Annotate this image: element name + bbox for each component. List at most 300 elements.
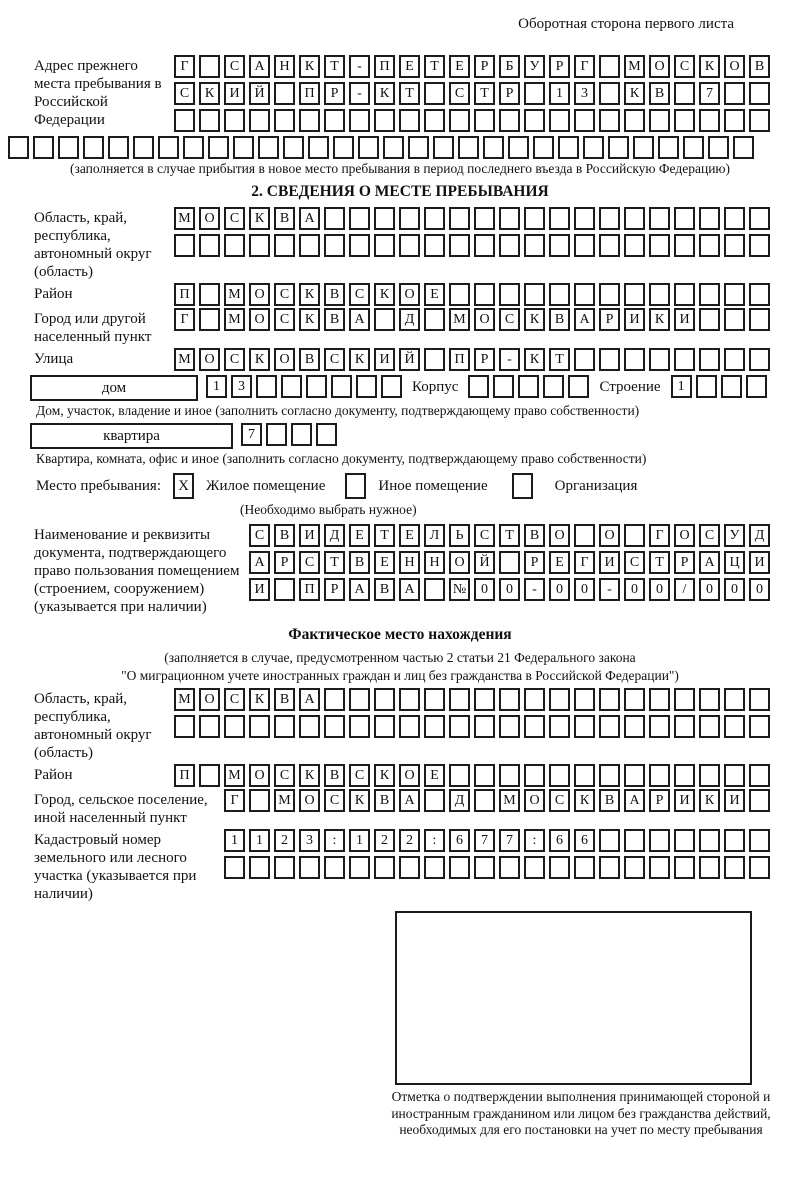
char-box[interactable]: - bbox=[524, 578, 545, 601]
char-box[interactable]: О bbox=[249, 764, 270, 787]
char-box[interactable]: О bbox=[249, 283, 270, 306]
char-box[interactable] bbox=[333, 136, 354, 159]
char-box[interactable] bbox=[724, 764, 745, 787]
char-box[interactable] bbox=[674, 688, 695, 711]
char-box[interactable]: И bbox=[674, 789, 695, 812]
char-box[interactable] bbox=[499, 688, 520, 711]
char-box[interactable] bbox=[424, 715, 445, 738]
char-box[interactable]: Д bbox=[749, 524, 770, 547]
char-box[interactable] bbox=[549, 715, 570, 738]
char-box[interactable]: О bbox=[274, 348, 295, 371]
char-box[interactable]: М bbox=[224, 764, 245, 787]
char-box[interactable]: К bbox=[299, 308, 320, 331]
char-box[interactable] bbox=[749, 234, 770, 257]
char-box[interactable]: Г bbox=[174, 55, 195, 78]
char-box[interactable] bbox=[324, 109, 345, 132]
char-box[interactable]: А bbox=[349, 308, 370, 331]
char-box[interactable]: : bbox=[324, 829, 345, 852]
char-box[interactable]: Р bbox=[324, 82, 345, 105]
char-box[interactable] bbox=[599, 348, 620, 371]
char-box[interactable] bbox=[508, 136, 529, 159]
char-box[interactable]: Б bbox=[499, 55, 520, 78]
char-box[interactable]: И bbox=[724, 789, 745, 812]
char-box[interactable]: 7 bbox=[474, 829, 495, 852]
char-box[interactable] bbox=[649, 109, 670, 132]
char-box[interactable]: 0 bbox=[724, 578, 745, 601]
char-box[interactable] bbox=[399, 688, 420, 711]
char-box[interactable] bbox=[483, 136, 504, 159]
char-box[interactable]: Н bbox=[399, 551, 420, 574]
char-box[interactable] bbox=[224, 234, 245, 257]
char-box[interactable]: И bbox=[224, 82, 245, 105]
char-box[interactable] bbox=[599, 283, 620, 306]
char-box[interactable] bbox=[208, 136, 229, 159]
char-box[interactable]: И bbox=[624, 308, 645, 331]
checkbox-residential[interactable]: X bbox=[173, 473, 194, 499]
char-box[interactable]: 0 bbox=[549, 578, 570, 601]
char-box[interactable] bbox=[449, 856, 470, 879]
char-box[interactable]: В bbox=[274, 688, 295, 711]
char-box[interactable] bbox=[266, 423, 287, 446]
char-box[interactable]: И bbox=[374, 348, 395, 371]
char-box[interactable] bbox=[724, 109, 745, 132]
char-box[interactable]: 7 bbox=[499, 829, 520, 852]
char-box[interactable]: О bbox=[249, 308, 270, 331]
char-box[interactable]: Р bbox=[649, 789, 670, 812]
char-box[interactable] bbox=[291, 423, 312, 446]
char-box[interactable]: Т bbox=[324, 551, 345, 574]
char-box[interactable] bbox=[474, 234, 495, 257]
char-box[interactable]: П bbox=[174, 764, 195, 787]
char-box[interactable] bbox=[199, 234, 220, 257]
char-box[interactable] bbox=[549, 234, 570, 257]
char-box[interactable] bbox=[256, 375, 277, 398]
char-box[interactable]: Й bbox=[474, 551, 495, 574]
char-box[interactable]: О bbox=[199, 207, 220, 230]
char-box[interactable]: С bbox=[324, 348, 345, 371]
char-box[interactable] bbox=[574, 715, 595, 738]
char-box[interactable]: 3 bbox=[574, 82, 595, 105]
char-box[interactable] bbox=[583, 136, 604, 159]
char-box[interactable] bbox=[524, 715, 545, 738]
char-box[interactable]: С bbox=[224, 688, 245, 711]
char-box[interactable]: 6 bbox=[574, 829, 595, 852]
char-box[interactable] bbox=[724, 715, 745, 738]
char-box[interactable]: К bbox=[699, 789, 720, 812]
char-box[interactable] bbox=[733, 136, 754, 159]
char-box[interactable]: В bbox=[299, 348, 320, 371]
char-box[interactable]: О bbox=[299, 789, 320, 812]
char-box[interactable]: К bbox=[574, 789, 595, 812]
char-box[interactable] bbox=[274, 715, 295, 738]
char-box[interactable]: Р bbox=[599, 308, 620, 331]
char-box[interactable] bbox=[746, 375, 767, 398]
char-box[interactable] bbox=[224, 856, 245, 879]
char-box[interactable]: № bbox=[449, 578, 470, 601]
char-box[interactable] bbox=[674, 234, 695, 257]
char-box[interactable] bbox=[574, 348, 595, 371]
char-box[interactable] bbox=[449, 715, 470, 738]
char-box[interactable] bbox=[524, 234, 545, 257]
char-box[interactable]: В bbox=[374, 789, 395, 812]
char-box[interactable]: В bbox=[749, 55, 770, 78]
char-box[interactable] bbox=[108, 136, 129, 159]
char-box[interactable] bbox=[649, 234, 670, 257]
checkbox-other-premises[interactable] bbox=[345, 473, 366, 499]
char-box[interactable]: А bbox=[249, 551, 270, 574]
char-box[interactable]: Е bbox=[374, 551, 395, 574]
char-box[interactable]: С bbox=[474, 524, 495, 547]
char-box[interactable]: И bbox=[674, 308, 695, 331]
char-box[interactable]: В bbox=[274, 524, 295, 547]
char-box[interactable]: В bbox=[324, 308, 345, 331]
char-box[interactable] bbox=[524, 856, 545, 879]
char-box[interactable] bbox=[624, 109, 645, 132]
char-box[interactable]: А bbox=[699, 551, 720, 574]
char-box[interactable] bbox=[424, 308, 445, 331]
char-box[interactable] bbox=[674, 82, 695, 105]
char-box[interactable] bbox=[199, 109, 220, 132]
char-box[interactable] bbox=[449, 688, 470, 711]
char-box[interactable] bbox=[424, 789, 445, 812]
char-box[interactable]: А bbox=[299, 688, 320, 711]
char-box[interactable] bbox=[749, 82, 770, 105]
char-box[interactable]: И bbox=[749, 551, 770, 574]
char-box[interactable]: С bbox=[499, 308, 520, 331]
char-box[interactable] bbox=[374, 688, 395, 711]
char-box[interactable] bbox=[381, 375, 402, 398]
char-box[interactable]: 1 bbox=[549, 82, 570, 105]
char-box[interactable] bbox=[399, 234, 420, 257]
char-box[interactable]: И bbox=[249, 578, 270, 601]
char-box[interactable]: О bbox=[724, 55, 745, 78]
char-box[interactable] bbox=[624, 688, 645, 711]
char-box[interactable]: Т bbox=[399, 82, 420, 105]
char-box[interactable] bbox=[633, 136, 654, 159]
char-box[interactable]: К bbox=[624, 82, 645, 105]
char-box[interactable]: 0 bbox=[574, 578, 595, 601]
char-box[interactable] bbox=[749, 109, 770, 132]
char-box[interactable] bbox=[433, 136, 454, 159]
char-box[interactable]: Н bbox=[424, 551, 445, 574]
char-box[interactable]: Р bbox=[524, 551, 545, 574]
char-box[interactable] bbox=[699, 764, 720, 787]
char-box[interactable]: 0 bbox=[624, 578, 645, 601]
char-box[interactable] bbox=[599, 829, 620, 852]
char-box[interactable]: 2 bbox=[374, 829, 395, 852]
char-box[interactable] bbox=[649, 207, 670, 230]
char-box[interactable] bbox=[199, 55, 220, 78]
char-box[interactable] bbox=[249, 856, 270, 879]
char-box[interactable] bbox=[399, 715, 420, 738]
char-box[interactable] bbox=[424, 856, 445, 879]
char-box[interactable] bbox=[749, 856, 770, 879]
char-box[interactable] bbox=[699, 109, 720, 132]
char-box[interactable]: П bbox=[299, 578, 320, 601]
char-box[interactable]: 6 bbox=[449, 829, 470, 852]
char-box[interactable]: О bbox=[649, 55, 670, 78]
char-box[interactable] bbox=[696, 375, 717, 398]
char-box[interactable] bbox=[349, 856, 370, 879]
char-box[interactable] bbox=[674, 715, 695, 738]
char-box[interactable] bbox=[258, 136, 279, 159]
char-box[interactable] bbox=[424, 82, 445, 105]
char-box[interactable] bbox=[8, 136, 29, 159]
char-box[interactable]: 2 bbox=[274, 829, 295, 852]
char-box[interactable]: Р bbox=[274, 551, 295, 574]
char-box[interactable] bbox=[699, 283, 720, 306]
char-box[interactable] bbox=[199, 283, 220, 306]
char-box[interactable]: 0 bbox=[649, 578, 670, 601]
char-box[interactable] bbox=[599, 234, 620, 257]
char-box[interactable] bbox=[249, 109, 270, 132]
char-box[interactable] bbox=[458, 136, 479, 159]
char-box[interactable] bbox=[699, 308, 720, 331]
char-box[interactable] bbox=[499, 856, 520, 879]
char-box[interactable]: М bbox=[499, 789, 520, 812]
char-box[interactable]: К bbox=[699, 55, 720, 78]
char-box[interactable]: О bbox=[524, 789, 545, 812]
char-box[interactable]: О bbox=[674, 524, 695, 547]
char-box[interactable] bbox=[349, 207, 370, 230]
char-box[interactable] bbox=[749, 308, 770, 331]
char-box[interactable] bbox=[721, 375, 742, 398]
char-box[interactable]: О bbox=[199, 348, 220, 371]
char-box[interactable] bbox=[356, 375, 377, 398]
char-box[interactable]: К bbox=[199, 82, 220, 105]
char-box[interactable]: 0 bbox=[474, 578, 495, 601]
char-box[interactable] bbox=[349, 715, 370, 738]
char-box[interactable] bbox=[749, 688, 770, 711]
char-box[interactable] bbox=[274, 234, 295, 257]
char-box[interactable]: С bbox=[249, 524, 270, 547]
char-box[interactable]: О bbox=[399, 764, 420, 787]
char-box[interactable]: О bbox=[399, 283, 420, 306]
char-box[interactable] bbox=[549, 283, 570, 306]
char-box[interactable] bbox=[549, 688, 570, 711]
char-box[interactable] bbox=[499, 283, 520, 306]
char-box[interactable] bbox=[599, 715, 620, 738]
char-box[interactable]: Л bbox=[424, 524, 445, 547]
char-box[interactable]: А bbox=[399, 578, 420, 601]
char-box[interactable] bbox=[499, 234, 520, 257]
char-box[interactable] bbox=[399, 207, 420, 230]
char-box[interactable]: М bbox=[224, 308, 245, 331]
char-box[interactable]: Г bbox=[574, 55, 595, 78]
char-box[interactable] bbox=[599, 207, 620, 230]
char-box[interactable]: Е bbox=[424, 283, 445, 306]
char-box[interactable] bbox=[499, 109, 520, 132]
char-box[interactable] bbox=[624, 764, 645, 787]
checkbox-organization[interactable] bbox=[512, 473, 533, 499]
char-box[interactable] bbox=[249, 789, 270, 812]
char-box[interactable] bbox=[724, 207, 745, 230]
char-box[interactable]: Т bbox=[374, 524, 395, 547]
char-box[interactable] bbox=[574, 764, 595, 787]
char-box[interactable] bbox=[599, 688, 620, 711]
char-box[interactable] bbox=[674, 109, 695, 132]
char-box[interactable]: С bbox=[699, 524, 720, 547]
char-box[interactable]: - bbox=[349, 55, 370, 78]
char-box[interactable] bbox=[749, 207, 770, 230]
char-box[interactable] bbox=[518, 375, 539, 398]
char-box[interactable]: : bbox=[524, 829, 545, 852]
char-box[interactable]: Ь bbox=[449, 524, 470, 547]
char-box[interactable] bbox=[524, 82, 545, 105]
char-box[interactable] bbox=[674, 856, 695, 879]
char-box[interactable] bbox=[683, 136, 704, 159]
char-box[interactable] bbox=[624, 856, 645, 879]
char-box[interactable]: В bbox=[599, 789, 620, 812]
char-box[interactable] bbox=[724, 856, 745, 879]
char-box[interactable] bbox=[331, 375, 352, 398]
char-box[interactable]: В bbox=[324, 764, 345, 787]
char-box[interactable] bbox=[274, 82, 295, 105]
char-box[interactable]: А bbox=[299, 207, 320, 230]
char-box[interactable] bbox=[474, 764, 495, 787]
char-box[interactable] bbox=[474, 688, 495, 711]
char-box[interactable]: Г bbox=[224, 789, 245, 812]
char-box[interactable]: - bbox=[349, 82, 370, 105]
char-box[interactable]: К bbox=[349, 348, 370, 371]
char-box[interactable]: А bbox=[574, 308, 595, 331]
char-box[interactable]: Т bbox=[474, 82, 495, 105]
char-box[interactable] bbox=[674, 283, 695, 306]
char-box[interactable]: К bbox=[374, 82, 395, 105]
char-box[interactable] bbox=[724, 688, 745, 711]
char-box[interactable]: С bbox=[174, 82, 195, 105]
char-box[interactable] bbox=[349, 234, 370, 257]
char-box[interactable] bbox=[283, 136, 304, 159]
char-box[interactable] bbox=[424, 688, 445, 711]
char-box[interactable]: А bbox=[624, 789, 645, 812]
char-box[interactable]: 7 bbox=[241, 423, 262, 446]
char-box[interactable] bbox=[233, 136, 254, 159]
char-box[interactable] bbox=[574, 234, 595, 257]
char-box[interactable] bbox=[299, 715, 320, 738]
char-box[interactable]: Й bbox=[249, 82, 270, 105]
char-box[interactable]: С bbox=[274, 308, 295, 331]
char-box[interactable] bbox=[574, 207, 595, 230]
char-box[interactable]: К bbox=[299, 55, 320, 78]
char-box[interactable] bbox=[699, 856, 720, 879]
char-box[interactable]: М bbox=[624, 55, 645, 78]
char-box[interactable] bbox=[474, 789, 495, 812]
char-box[interactable]: П bbox=[449, 348, 470, 371]
char-box[interactable] bbox=[374, 234, 395, 257]
char-box[interactable]: М bbox=[174, 348, 195, 371]
char-box[interactable]: П bbox=[174, 283, 195, 306]
char-box[interactable] bbox=[599, 856, 620, 879]
char-box[interactable] bbox=[599, 55, 620, 78]
char-box[interactable]: Е bbox=[399, 55, 420, 78]
char-box[interactable] bbox=[474, 715, 495, 738]
char-box[interactable]: О bbox=[449, 551, 470, 574]
char-box[interactable]: О bbox=[199, 688, 220, 711]
char-box[interactable] bbox=[749, 829, 770, 852]
char-box[interactable] bbox=[568, 375, 589, 398]
char-box[interactable]: О bbox=[474, 308, 495, 331]
char-box[interactable]: М bbox=[174, 688, 195, 711]
char-box[interactable] bbox=[674, 764, 695, 787]
char-box[interactable] bbox=[199, 764, 220, 787]
char-box[interactable]: С bbox=[299, 551, 320, 574]
char-box[interactable] bbox=[306, 375, 327, 398]
char-box[interactable] bbox=[499, 764, 520, 787]
char-box[interactable] bbox=[699, 829, 720, 852]
char-box[interactable] bbox=[33, 136, 54, 159]
char-box[interactable]: - bbox=[599, 578, 620, 601]
char-box[interactable] bbox=[649, 348, 670, 371]
char-box[interactable] bbox=[649, 688, 670, 711]
char-box[interactable] bbox=[724, 283, 745, 306]
char-box[interactable] bbox=[749, 283, 770, 306]
char-box[interactable]: Р bbox=[474, 55, 495, 78]
char-box[interactable] bbox=[658, 136, 679, 159]
char-box[interactable]: К bbox=[249, 348, 270, 371]
char-box[interactable] bbox=[299, 856, 320, 879]
char-box[interactable] bbox=[474, 109, 495, 132]
char-box[interactable] bbox=[599, 764, 620, 787]
char-box[interactable]: С bbox=[624, 551, 645, 574]
char-box[interactable]: К bbox=[524, 348, 545, 371]
char-box[interactable] bbox=[499, 715, 520, 738]
char-box[interactable] bbox=[83, 136, 104, 159]
char-box[interactable] bbox=[533, 136, 554, 159]
char-box[interactable]: И bbox=[599, 551, 620, 574]
char-box[interactable] bbox=[649, 283, 670, 306]
char-box[interactable]: В bbox=[649, 82, 670, 105]
char-box[interactable] bbox=[543, 375, 564, 398]
char-box[interactable] bbox=[158, 136, 179, 159]
char-box[interactable]: В bbox=[549, 308, 570, 331]
char-box[interactable] bbox=[624, 283, 645, 306]
char-box[interactable] bbox=[374, 308, 395, 331]
char-box[interactable]: Д bbox=[399, 308, 420, 331]
char-box[interactable] bbox=[724, 234, 745, 257]
char-box[interactable] bbox=[699, 234, 720, 257]
char-box[interactable]: С bbox=[274, 764, 295, 787]
char-box[interactable] bbox=[708, 136, 729, 159]
char-box[interactable] bbox=[549, 856, 570, 879]
char-box[interactable] bbox=[649, 856, 670, 879]
char-box[interactable] bbox=[474, 856, 495, 879]
char-box[interactable]: Е bbox=[399, 524, 420, 547]
char-box[interactable]: Т bbox=[549, 348, 570, 371]
char-box[interactable] bbox=[574, 283, 595, 306]
char-box[interactable] bbox=[549, 207, 570, 230]
char-box[interactable] bbox=[424, 578, 445, 601]
char-box[interactable]: Т bbox=[424, 55, 445, 78]
char-box[interactable]: Г bbox=[649, 524, 670, 547]
char-box[interactable]: Г bbox=[174, 308, 195, 331]
char-box[interactable]: Г bbox=[574, 551, 595, 574]
char-box[interactable]: К bbox=[374, 764, 395, 787]
char-box[interactable] bbox=[424, 207, 445, 230]
char-box[interactable]: С bbox=[674, 55, 695, 78]
char-box[interactable] bbox=[674, 207, 695, 230]
char-box[interactable]: - bbox=[499, 348, 520, 371]
char-box[interactable]: О bbox=[599, 524, 620, 547]
char-box[interactable]: А bbox=[349, 578, 370, 601]
char-box[interactable]: К bbox=[249, 688, 270, 711]
char-box[interactable] bbox=[749, 715, 770, 738]
char-box[interactable] bbox=[299, 234, 320, 257]
char-box[interactable]: 1 bbox=[249, 829, 270, 852]
char-box[interactable]: М bbox=[274, 789, 295, 812]
char-box[interactable]: Е bbox=[449, 55, 470, 78]
char-box[interactable]: Е bbox=[549, 551, 570, 574]
